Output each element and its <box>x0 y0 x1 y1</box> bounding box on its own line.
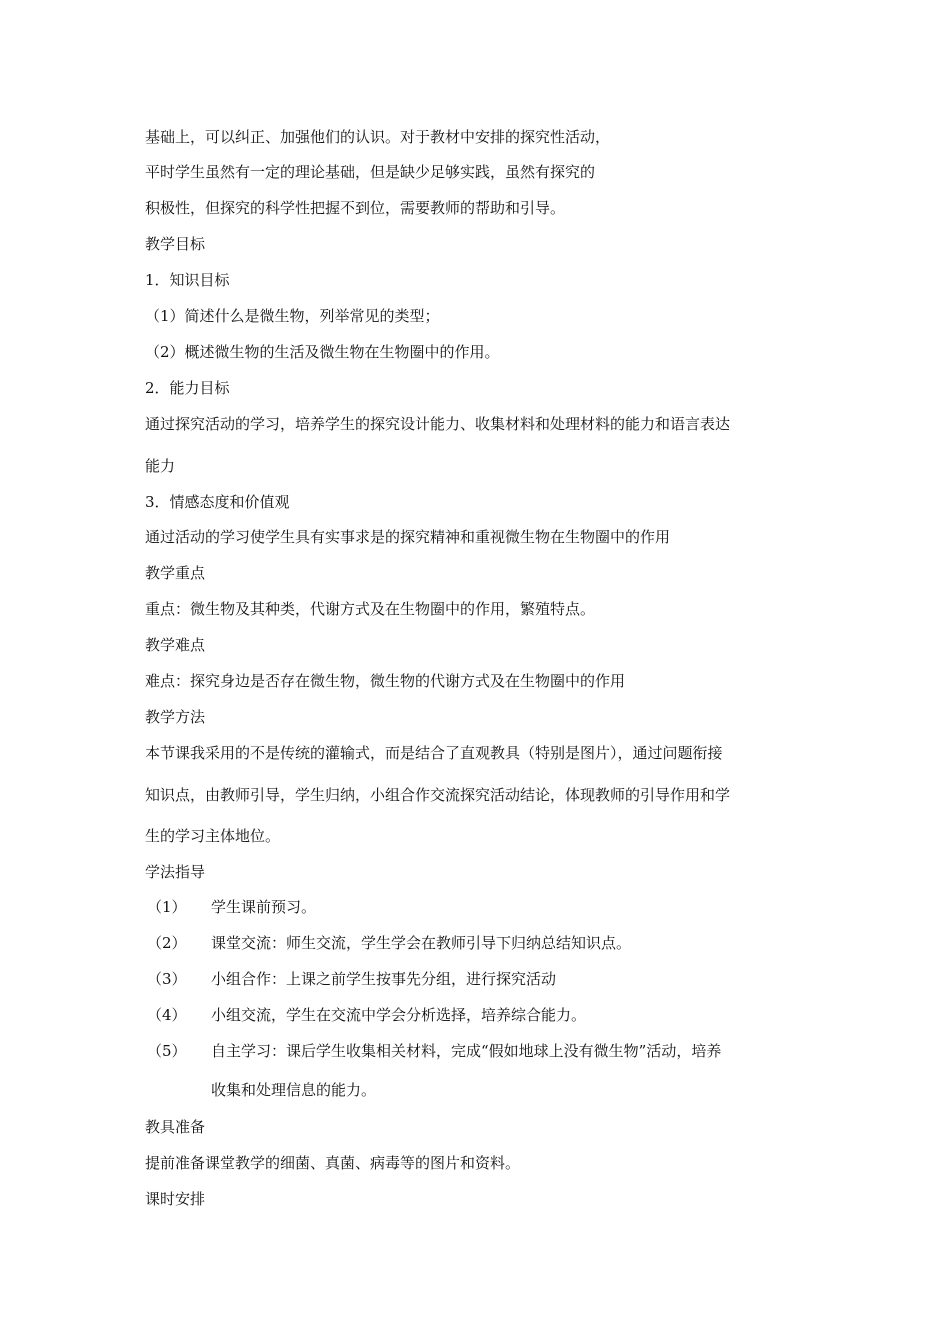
knowledge-heading: 1．知识目标 <box>145 271 230 289</box>
intro-line-2: 平时学生虽然有一定的理论基础，但是缺少足够实践，虽然有探究的 <box>145 163 596 181</box>
intro-line-3: 积极性，但探究的科学性把握不到位，需要教师的帮助和引导。 <box>145 199 566 217</box>
study-item-5-continuation: 收集和处理信息的能力。 <box>211 1081 377 1099</box>
knowledge-item-2: （2）概述微生物的生活及微生物在生物圈中的作用。 <box>145 343 500 361</box>
methods-heading: 教学方法 <box>145 708 206 726</box>
study-item-5-text: 自主学习：课后学生收集相关材料，完成“假如地球上没有微生物”活动，培养 <box>211 1042 722 1060</box>
ability-text-line-2: 能力 <box>145 457 176 475</box>
difficulties-text: 难点：探究身边是否存在微生物，微生物的代谢方式及在生物圈中的作用 <box>145 672 626 690</box>
study-item-2-text: 课堂交流：师生交流，学生学会在教师引导下归纳总结知识点。 <box>211 934 632 952</box>
schedule-heading: 课时安排 <box>145 1190 206 1208</box>
study-guide-heading: 学法指导 <box>145 863 206 881</box>
intro-line-1: 基础上，可以纠正、加强他们的认识。对于教材中安排的探究性活动， <box>145 128 611 146</box>
study-item-5-number: （5） <box>147 1042 187 1060</box>
study-item-3-number: （3） <box>147 970 187 988</box>
study-item-2-number: （2） <box>147 934 187 952</box>
methods-line-2: 知识点，由教师引导，学生归纳，小组合作交流探究活动结论，体现教师的引导作用和学 <box>145 786 731 804</box>
materials-heading: 教具准备 <box>145 1118 206 1136</box>
methods-line-1: 本节课我采用的不是传统的灌输式，而是结合了直观教具（特别是图片），通过问题衔接 <box>145 744 723 762</box>
objectives-heading: 教学目标 <box>145 235 206 253</box>
key-points-text: 重点：微生物及其种类，代谢方式及在生物圈中的作用，繁殖特点。 <box>145 600 596 618</box>
materials-text: 提前准备课堂教学的细菌、真菌、病毒等的图片和资料。 <box>145 1154 521 1172</box>
emotion-text: 通过活动的学习使学生具有实事求是的探究精神和重视微生物在生物圈中的作用 <box>145 528 671 546</box>
emotion-heading: 3．情感态度和价值观 <box>145 493 290 511</box>
study-item-1-text: 学生课前预习。 <box>211 898 317 916</box>
key-points-heading: 教学重点 <box>145 564 206 582</box>
study-item-4-text: 小组交流，学生在交流中学会分析选择，培养综合能力。 <box>211 1006 587 1024</box>
difficulties-heading: 教学难点 <box>145 636 206 654</box>
methods-line-3: 生的学习主体地位。 <box>145 827 281 845</box>
ability-heading: 2．能力目标 <box>145 379 230 397</box>
study-item-4-number: （4） <box>147 1006 187 1024</box>
study-item-3-text: 小组合作：上课之前学生按事先分组，进行探究活动 <box>211 970 557 988</box>
knowledge-item-1: （1）简述什么是微生物，列举常见的类型； <box>145 307 440 325</box>
study-item-1-number: （1） <box>147 898 187 916</box>
ability-text-line-1: 通过探究活动的学习，培养学生的探究设计能力、收集材料和处理材料的能力和语言表达 <box>145 415 731 433</box>
